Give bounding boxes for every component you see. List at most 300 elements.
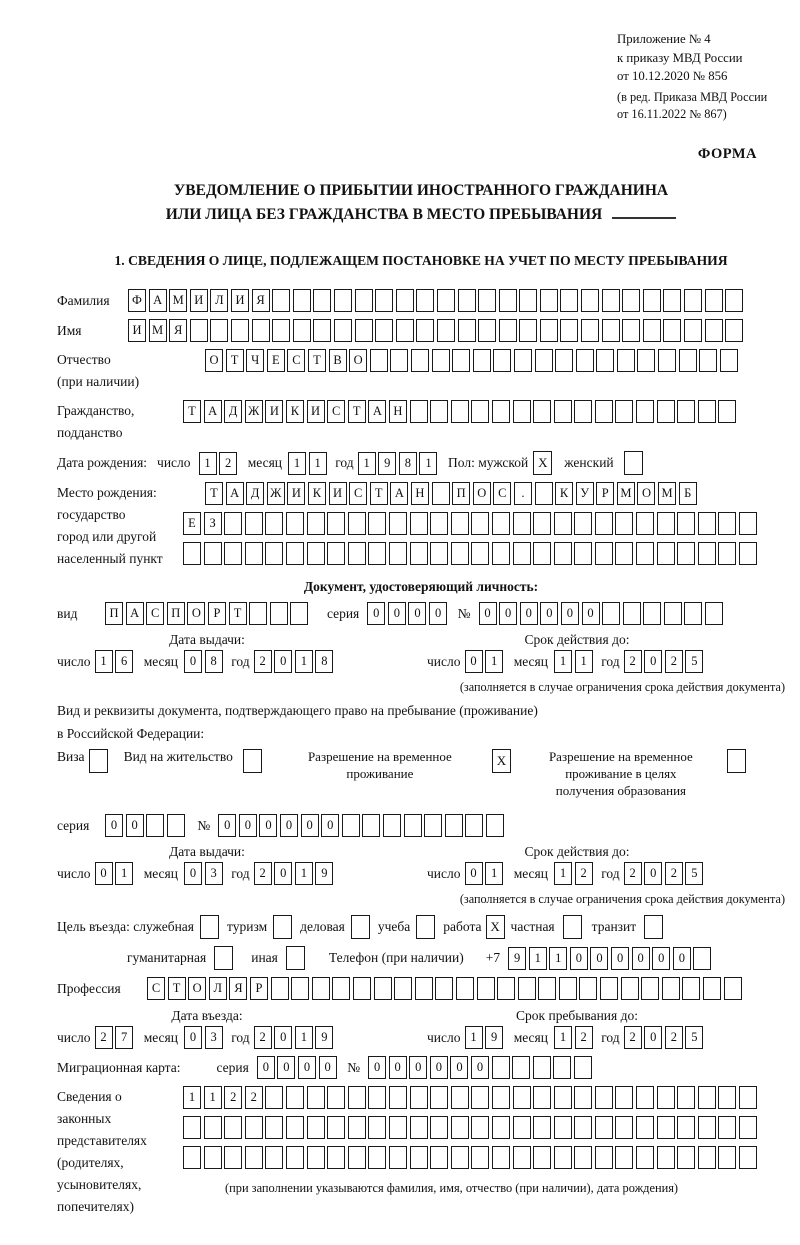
migration-card-series-cell[interactable]: 0	[319, 1056, 337, 1079]
profession-cell[interactable]	[703, 977, 721, 1000]
surname-cell[interactable]	[375, 289, 393, 312]
profession-cell[interactable]	[477, 977, 495, 1000]
legal-rep-line1-cell[interactable]: 2	[245, 1086, 263, 1109]
entry-stay-dates-row-left-day-cell[interactable]: 2	[95, 1026, 113, 1049]
legal-rep-line1-cell[interactable]	[389, 1086, 407, 1109]
doc-dates-row-right-year-cell[interactable]: 5	[685, 650, 703, 673]
surname-cell[interactable]: Ф	[128, 289, 146, 312]
profession-cell[interactable]: С	[147, 977, 165, 1000]
profession-cell[interactable]	[435, 977, 453, 1000]
legal-rep-line2-cell[interactable]	[368, 1116, 386, 1139]
citizenship-cell[interactable]: И	[265, 400, 283, 423]
permit-number-cell[interactable]	[486, 814, 504, 837]
entry-stay-dates-row-left-month-cell[interactable]: 3	[205, 1026, 223, 1049]
permit-dates-row-left-day-cell[interactable]: 1	[115, 862, 133, 885]
given-name-cell[interactable]	[458, 319, 476, 342]
permit-series-cell[interactable]	[167, 814, 185, 837]
purpose-transit-checkbox[interactable]	[644, 915, 663, 939]
profession-cell[interactable]	[559, 977, 577, 1000]
permit-number-cell[interactable]	[465, 814, 483, 837]
birthplace-line1-cell[interactable]	[432, 482, 450, 505]
birthplace-line3-cell[interactable]	[471, 542, 489, 565]
patronymic-cell[interactable]	[617, 349, 635, 372]
birthplace-line2-cell[interactable]	[348, 512, 366, 535]
given-name-cell[interactable]	[560, 319, 578, 342]
permit-number-cell[interactable]	[342, 814, 360, 837]
given-name-cell[interactable]	[540, 319, 558, 342]
legal-rep-line3-cell[interactable]	[471, 1146, 489, 1169]
legal-rep-line3-cell[interactable]	[533, 1146, 551, 1169]
legal-rep-line3-cell[interactable]	[615, 1146, 633, 1169]
permit-number-cell[interactable]	[362, 814, 380, 837]
entry-stay-dates-row-left-day-cell[interactable]: 7	[115, 1026, 133, 1049]
given-name-cell[interactable]	[519, 319, 537, 342]
given-name-cell[interactable]	[355, 319, 373, 342]
phone-number-cell[interactable]: 9	[508, 947, 526, 970]
permit-dates-row-right-year-cell[interactable]: 2	[624, 862, 642, 885]
birthplace-line3-cell[interactable]	[410, 542, 428, 565]
legal-rep-line1-cell[interactable]	[368, 1086, 386, 1109]
legal-rep-line3-cell[interactable]	[265, 1146, 283, 1169]
patronymic-cell[interactable]: О	[349, 349, 367, 372]
given-name-cell[interactable]: М	[149, 319, 167, 342]
legal-rep-line3-cell[interactable]	[554, 1146, 572, 1169]
purpose-private-checkbox[interactable]	[563, 915, 582, 939]
purpose-tourism-checkbox[interactable]	[273, 915, 292, 939]
birthplace-line2-cell[interactable]	[698, 512, 716, 535]
surname-cell[interactable]: И	[231, 289, 249, 312]
profession-cell[interactable]	[271, 977, 289, 1000]
legal-rep-line2-cell[interactable]	[327, 1116, 345, 1139]
citizenship-cell[interactable]	[554, 400, 572, 423]
citizenship-cell[interactable]: Д	[224, 400, 242, 423]
patronymic-cell[interactable]: В	[329, 349, 347, 372]
legal-rep-line3-cell[interactable]	[307, 1146, 325, 1169]
birth-year-cell[interactable]: 1	[419, 452, 437, 475]
legal-rep-line1-cell[interactable]: 1	[183, 1086, 201, 1109]
surname-cell[interactable]	[313, 289, 331, 312]
birthplace-line2-cell[interactable]	[595, 512, 613, 535]
permit-dates-row-right-year-cell[interactable]: 0	[644, 862, 662, 885]
legal-rep-line1-cell[interactable]	[265, 1086, 283, 1109]
entry-stay-dates-row-left-year-cell[interactable]: 9	[315, 1026, 333, 1049]
doc-dates-row-right-day-cell[interactable]: 0	[465, 650, 483, 673]
entry-stay-dates-row-right-year-cell[interactable]: 2	[665, 1026, 683, 1049]
given-name-cell[interactable]	[334, 319, 352, 342]
birthplace-line1-cell[interactable]: Т	[205, 482, 223, 505]
phone-number-cell[interactable]: 0	[590, 947, 608, 970]
birthplace-line2-cell[interactable]	[492, 512, 510, 535]
profession-cell[interactable]	[662, 977, 680, 1000]
doc-dates-row-left-month-cell[interactable]: 8	[205, 650, 223, 673]
doc-dates-row-right-month-cell[interactable]: 1	[575, 650, 593, 673]
citizenship-cell[interactable]	[615, 400, 633, 423]
surname-cell[interactable]: М	[169, 289, 187, 312]
patronymic-cell[interactable]	[411, 349, 429, 372]
birthplace-line2-cell[interactable]	[554, 512, 572, 535]
birthplace-line3-cell[interactable]	[327, 542, 345, 565]
citizenship-cell[interactable]	[410, 400, 428, 423]
patronymic-cell[interactable]: Е	[267, 349, 285, 372]
surname-cell[interactable]	[519, 289, 537, 312]
birthplace-line1-cell[interactable]: П	[452, 482, 470, 505]
entry-stay-dates-row-left-year-cell[interactable]: 0	[274, 1026, 292, 1049]
legal-rep-line2-cell[interactable]	[492, 1116, 510, 1139]
birthplace-line3-cell[interactable]	[657, 542, 675, 565]
given-name-cell[interactable]	[272, 319, 290, 342]
doc-series-cell[interactable]: 0	[388, 602, 406, 625]
given-name-cell[interactable]	[416, 319, 434, 342]
legal-rep-line1-cell[interactable]	[307, 1086, 325, 1109]
surname-cell[interactable]	[272, 289, 290, 312]
permit-dates-row-left-year-cell[interactable]: 1	[295, 862, 313, 885]
legal-rep-line3-cell[interactable]	[389, 1146, 407, 1169]
legal-rep-line2-cell[interactable]	[554, 1116, 572, 1139]
phone-number-cell[interactable]: 0	[632, 947, 650, 970]
birthplace-line3-cell[interactable]	[595, 542, 613, 565]
legal-rep-line2-cell[interactable]	[615, 1116, 633, 1139]
legal-rep-line3-cell[interactable]	[677, 1146, 695, 1169]
patronymic-cell[interactable]	[555, 349, 573, 372]
legal-rep-line1-cell[interactable]	[718, 1086, 736, 1109]
migration-card-number-cell[interactable]	[512, 1056, 530, 1079]
patronymic-cell[interactable]	[452, 349, 470, 372]
patronymic-cell[interactable]	[535, 349, 553, 372]
purpose-study-checkbox[interactable]	[416, 915, 435, 939]
profession-cell[interactable]: Р	[250, 977, 268, 1000]
migration-card-number-cell[interactable]	[574, 1056, 592, 1079]
birthplace-line2-cell[interactable]	[389, 512, 407, 535]
migration-card-number-cell[interactable]	[553, 1056, 571, 1079]
entry-stay-dates-row-right-month-cell[interactable]: 2	[575, 1026, 593, 1049]
birthplace-line3-cell[interactable]	[265, 542, 283, 565]
doc-dates-row-left-day-cell[interactable]: 6	[115, 650, 133, 673]
given-name-cell[interactable]	[252, 319, 270, 342]
doc-number-cell[interactable]: 0	[582, 602, 600, 625]
patronymic-cell[interactable]	[473, 349, 491, 372]
citizenship-cell[interactable]	[718, 400, 736, 423]
citizenship-cell[interactable]: Ж	[245, 400, 263, 423]
citizenship-cell[interactable]	[657, 400, 675, 423]
birthplace-line3-cell[interactable]	[368, 542, 386, 565]
legal-rep-line1-cell[interactable]	[492, 1086, 510, 1109]
purpose-official-checkbox[interactable]	[200, 915, 219, 939]
birthplace-line3-cell[interactable]	[286, 542, 304, 565]
profession-cell[interactable]	[621, 977, 639, 1000]
migration-card-series-cell[interactable]: 0	[277, 1056, 295, 1079]
permit-dates-row-right-year-cell[interactable]: 5	[685, 862, 703, 885]
migration-card-number-cell[interactable]: 0	[409, 1056, 427, 1079]
birthplace-line1-cell[interactable]: Н	[411, 482, 429, 505]
legal-rep-line1-cell[interactable]	[348, 1086, 366, 1109]
citizenship-cell[interactable]	[574, 400, 592, 423]
birthplace-line2-cell[interactable]	[265, 512, 283, 535]
doc-number-cell[interactable]	[705, 602, 723, 625]
phone-number-cell[interactable]	[693, 947, 711, 970]
birthplace-line1-cell[interactable]: И	[287, 482, 305, 505]
surname-cell[interactable]	[499, 289, 517, 312]
legal-rep-line2-cell[interactable]	[224, 1116, 242, 1139]
legal-rep-line2-cell[interactable]	[513, 1116, 531, 1139]
birthplace-line1-cell[interactable]: И	[329, 482, 347, 505]
surname-cell[interactable]	[725, 289, 743, 312]
legal-rep-line1-cell[interactable]	[451, 1086, 469, 1109]
entry-stay-dates-row-right-year-cell[interactable]: 2	[624, 1026, 642, 1049]
birthplace-line1-cell[interactable]	[535, 482, 553, 505]
legal-rep-line3-cell[interactable]	[698, 1146, 716, 1169]
birthplace-line3-cell[interactable]	[533, 542, 551, 565]
doc-number-cell[interactable]: 0	[479, 602, 497, 625]
birthplace-line2-cell[interactable]	[718, 512, 736, 535]
birthplace-line3-cell[interactable]	[183, 542, 201, 565]
citizenship-cell[interactable]: С	[327, 400, 345, 423]
given-name-cell[interactable]: И	[128, 319, 146, 342]
legal-rep-line2-cell[interactable]	[698, 1116, 716, 1139]
legal-rep-line3-cell[interactable]	[739, 1146, 757, 1169]
doc-dates-row-right-year-cell[interactable]: 2	[665, 650, 683, 673]
patronymic-cell[interactable]	[637, 349, 655, 372]
legal-rep-line3-cell[interactable]	[348, 1146, 366, 1169]
birthplace-line3-cell[interactable]	[574, 542, 592, 565]
legal-rep-line3-cell[interactable]	[595, 1146, 613, 1169]
legal-rep-line3-cell[interactable]	[513, 1146, 531, 1169]
surname-cell[interactable]	[478, 289, 496, 312]
doc-type-cell[interactable]: П	[167, 602, 185, 625]
legal-rep-line2-cell[interactable]	[430, 1116, 448, 1139]
birthplace-line3-cell[interactable]	[224, 542, 242, 565]
given-name-cell[interactable]	[725, 319, 743, 342]
purpose-humanitarian-checkbox[interactable]	[214, 946, 233, 970]
birthplace-line1-cell[interactable]: К	[555, 482, 573, 505]
migration-card-number-cell[interactable]: 0	[389, 1056, 407, 1079]
birthplace-line3-cell[interactable]	[348, 542, 366, 565]
birthplace-line1-cell[interactable]: Т	[370, 482, 388, 505]
permit-number-cell[interactable]: 0	[321, 814, 339, 837]
given-name-cell[interactable]	[293, 319, 311, 342]
legal-rep-line1-cell[interactable]	[657, 1086, 675, 1109]
legal-rep-line3-cell[interactable]	[574, 1146, 592, 1169]
phone-number-cell[interactable]: 1	[529, 947, 547, 970]
surname-cell[interactable]	[355, 289, 373, 312]
doc-type-cell[interactable]	[270, 602, 288, 625]
birthplace-line3-cell[interactable]	[718, 542, 736, 565]
legal-rep-line1-cell[interactable]	[327, 1086, 345, 1109]
surname-cell[interactable]: И	[190, 289, 208, 312]
profession-cell[interactable]	[353, 977, 371, 1000]
migration-card-number-cell[interactable]: 0	[430, 1056, 448, 1079]
citizenship-cell[interactable]: А	[204, 400, 222, 423]
patronymic-cell[interactable]: О	[205, 349, 223, 372]
given-name-cell[interactable]	[231, 319, 249, 342]
legal-rep-line2-cell[interactable]	[286, 1116, 304, 1139]
doc-number-cell[interactable]: 0	[520, 602, 538, 625]
entry-stay-dates-row-right-year-cell[interactable]: 0	[644, 1026, 662, 1049]
given-name-cell[interactable]	[478, 319, 496, 342]
permit-number-cell[interactable]: 0	[218, 814, 236, 837]
permit-dates-row-left-year-cell[interactable]: 0	[274, 862, 292, 885]
profession-cell[interactable]	[332, 977, 350, 1000]
patronymic-cell[interactable]	[699, 349, 717, 372]
temp-residence-checkbox[interactable]: X	[492, 749, 511, 773]
citizenship-cell[interactable]: Н	[389, 400, 407, 423]
birthplace-line2-cell[interactable]	[430, 512, 448, 535]
doc-number-cell[interactable]	[643, 602, 661, 625]
phone-number-cell[interactable]: 1	[549, 947, 567, 970]
doc-dates-row-left-month-cell[interactable]: 0	[184, 650, 202, 673]
legal-rep-line1-cell[interactable]	[554, 1086, 572, 1109]
citizenship-cell[interactable]	[698, 400, 716, 423]
migration-card-number-cell[interactable]	[492, 1056, 510, 1079]
birthplace-line1-cell[interactable]: Р	[596, 482, 614, 505]
given-name-cell[interactable]: Я	[169, 319, 187, 342]
surname-cell[interactable]	[334, 289, 352, 312]
legal-rep-line1-cell[interactable]	[615, 1086, 633, 1109]
profession-cell[interactable]: Я	[229, 977, 247, 1000]
legal-rep-line1-cell[interactable]	[739, 1086, 757, 1109]
profession-cell[interactable]	[456, 977, 474, 1000]
legal-rep-line1-cell[interactable]	[677, 1086, 695, 1109]
legal-rep-line2-cell[interactable]	[451, 1116, 469, 1139]
doc-dates-row-left-year-cell[interactable]: 2	[254, 650, 272, 673]
legal-rep-line1-cell[interactable]	[513, 1086, 531, 1109]
birthplace-line3-cell[interactable]	[245, 542, 263, 565]
legal-rep-line2-cell[interactable]	[389, 1116, 407, 1139]
citizenship-cell[interactable]	[533, 400, 551, 423]
doc-dates-row-left-year-cell[interactable]: 1	[295, 650, 313, 673]
legal-rep-line2-cell[interactable]	[183, 1116, 201, 1139]
permit-dates-row-right-day-cell[interactable]: 0	[465, 862, 483, 885]
birthplace-line2-cell[interactable]	[368, 512, 386, 535]
birthplace-line3-cell[interactable]	[451, 542, 469, 565]
birth-day-cell[interactable]: 2	[219, 452, 237, 475]
legal-rep-line1-cell[interactable]	[636, 1086, 654, 1109]
entry-stay-dates-row-right-day-cell[interactable]: 9	[485, 1026, 503, 1049]
birthplace-line1-cell[interactable]: С	[493, 482, 511, 505]
legal-rep-line2-cell[interactable]	[718, 1116, 736, 1139]
phone-number-cell[interactable]: 0	[611, 947, 629, 970]
legal-rep-line1-cell[interactable]: 2	[224, 1086, 242, 1109]
legal-rep-line2-cell[interactable]	[348, 1116, 366, 1139]
legal-rep-line1-cell[interactable]	[410, 1086, 428, 1109]
birth-year-cell[interactable]: 1	[358, 452, 376, 475]
purpose-business-checkbox[interactable]	[351, 915, 370, 939]
migration-card-series-cell[interactable]: 0	[257, 1056, 275, 1079]
surname-cell[interactable]	[396, 289, 414, 312]
citizenship-cell[interactable]	[471, 400, 489, 423]
legal-rep-line3-cell[interactable]	[657, 1146, 675, 1169]
birthplace-line1-cell[interactable]: У	[576, 482, 594, 505]
permit-number-cell[interactable]	[404, 814, 422, 837]
patronymic-cell[interactable]: Т	[226, 349, 244, 372]
patronymic-cell[interactable]: С	[287, 349, 305, 372]
birthplace-line2-cell[interactable]	[307, 512, 325, 535]
doc-type-cell[interactable]: П	[105, 602, 123, 625]
residence-permit-checkbox[interactable]	[243, 749, 262, 773]
citizenship-cell[interactable]: А	[368, 400, 386, 423]
legal-rep-line3-cell[interactable]	[718, 1146, 736, 1169]
legal-rep-line1-cell[interactable]	[574, 1086, 592, 1109]
doc-series-cell[interactable]: 0	[367, 602, 385, 625]
legal-rep-line2-cell[interactable]	[574, 1116, 592, 1139]
profession-cell[interactable]	[394, 977, 412, 1000]
legal-rep-line3-cell[interactable]	[245, 1146, 263, 1169]
birthplace-line3-cell[interactable]	[513, 542, 531, 565]
legal-rep-line2-cell[interactable]	[739, 1116, 757, 1139]
migration-card-series-cell[interactable]: 0	[298, 1056, 316, 1079]
entry-stay-dates-row-left-year-cell[interactable]: 2	[254, 1026, 272, 1049]
surname-cell[interactable]	[437, 289, 455, 312]
surname-cell[interactable]: Л	[210, 289, 228, 312]
birthplace-line2-cell[interactable]	[739, 512, 757, 535]
legal-rep-line1-cell[interactable]	[698, 1086, 716, 1109]
birthplace-line2-cell[interactable]	[677, 512, 695, 535]
profession-cell[interactable]	[497, 977, 515, 1000]
birthplace-line2-cell[interactable]	[471, 512, 489, 535]
birthplace-line2-cell[interactable]	[615, 512, 633, 535]
doc-dates-row-left-year-cell[interactable]: 8	[315, 650, 333, 673]
given-name-cell[interactable]	[705, 319, 723, 342]
patronymic-cell[interactable]	[720, 349, 738, 372]
doc-dates-row-left-day-cell[interactable]: 1	[95, 650, 113, 673]
legal-rep-line1-cell[interactable]	[286, 1086, 304, 1109]
patronymic-cell[interactable]	[576, 349, 594, 372]
entry-stay-dates-row-right-year-cell[interactable]: 5	[685, 1026, 703, 1049]
doc-number-cell[interactable]	[664, 602, 682, 625]
citizenship-cell[interactable]: К	[286, 400, 304, 423]
permit-dates-row-left-month-cell[interactable]: 3	[205, 862, 223, 885]
birthplace-line3-cell[interactable]	[204, 542, 222, 565]
temp-residence-education-checkbox[interactable]	[727, 749, 746, 773]
citizenship-cell[interactable]: Т	[348, 400, 366, 423]
birthplace-line2-cell[interactable]	[533, 512, 551, 535]
birthplace-line2-cell[interactable]	[327, 512, 345, 535]
patronymic-cell[interactable]	[493, 349, 511, 372]
patronymic-cell[interactable]	[432, 349, 450, 372]
profession-cell[interactable]	[415, 977, 433, 1000]
phone-number-cell[interactable]: 0	[673, 947, 691, 970]
birthplace-line3-cell[interactable]	[636, 542, 654, 565]
legal-rep-line2-cell[interactable]	[307, 1116, 325, 1139]
birth-year-cell[interactable]: 9	[378, 452, 396, 475]
legal-rep-line3-cell[interactable]	[183, 1146, 201, 1169]
doc-dates-row-right-month-cell[interactable]: 1	[554, 650, 572, 673]
permit-dates-row-right-day-cell[interactable]: 1	[485, 862, 503, 885]
birthplace-line3-cell[interactable]	[307, 542, 325, 565]
permit-series-cell[interactable]: 0	[105, 814, 123, 837]
doc-type-cell[interactable]	[249, 602, 267, 625]
permit-number-cell[interactable]	[424, 814, 442, 837]
profession-cell[interactable]: Л	[209, 977, 227, 1000]
patronymic-cell[interactable]	[514, 349, 532, 372]
birthplace-line1-cell[interactable]: М	[617, 482, 635, 505]
permit-series-cell[interactable]: 0	[126, 814, 144, 837]
doc-series-cell[interactable]: 0	[429, 602, 447, 625]
citizenship-cell[interactable]	[451, 400, 469, 423]
surname-cell[interactable]: Я	[252, 289, 270, 312]
birthplace-line1-cell[interactable]: Д	[246, 482, 264, 505]
profession-cell[interactable]	[538, 977, 556, 1000]
legal-rep-line1-cell[interactable]	[430, 1086, 448, 1109]
patronymic-cell[interactable]	[679, 349, 697, 372]
given-name-cell[interactable]	[210, 319, 228, 342]
citizenship-cell[interactable]	[430, 400, 448, 423]
entry-stay-dates-row-right-day-cell[interactable]: 1	[465, 1026, 483, 1049]
birthplace-line3-cell[interactable]	[430, 542, 448, 565]
birthplace-line3-cell[interactable]	[492, 542, 510, 565]
surname-cell[interactable]	[540, 289, 558, 312]
given-name-cell[interactable]	[581, 319, 599, 342]
birthplace-line1-cell[interactable]: А	[390, 482, 408, 505]
